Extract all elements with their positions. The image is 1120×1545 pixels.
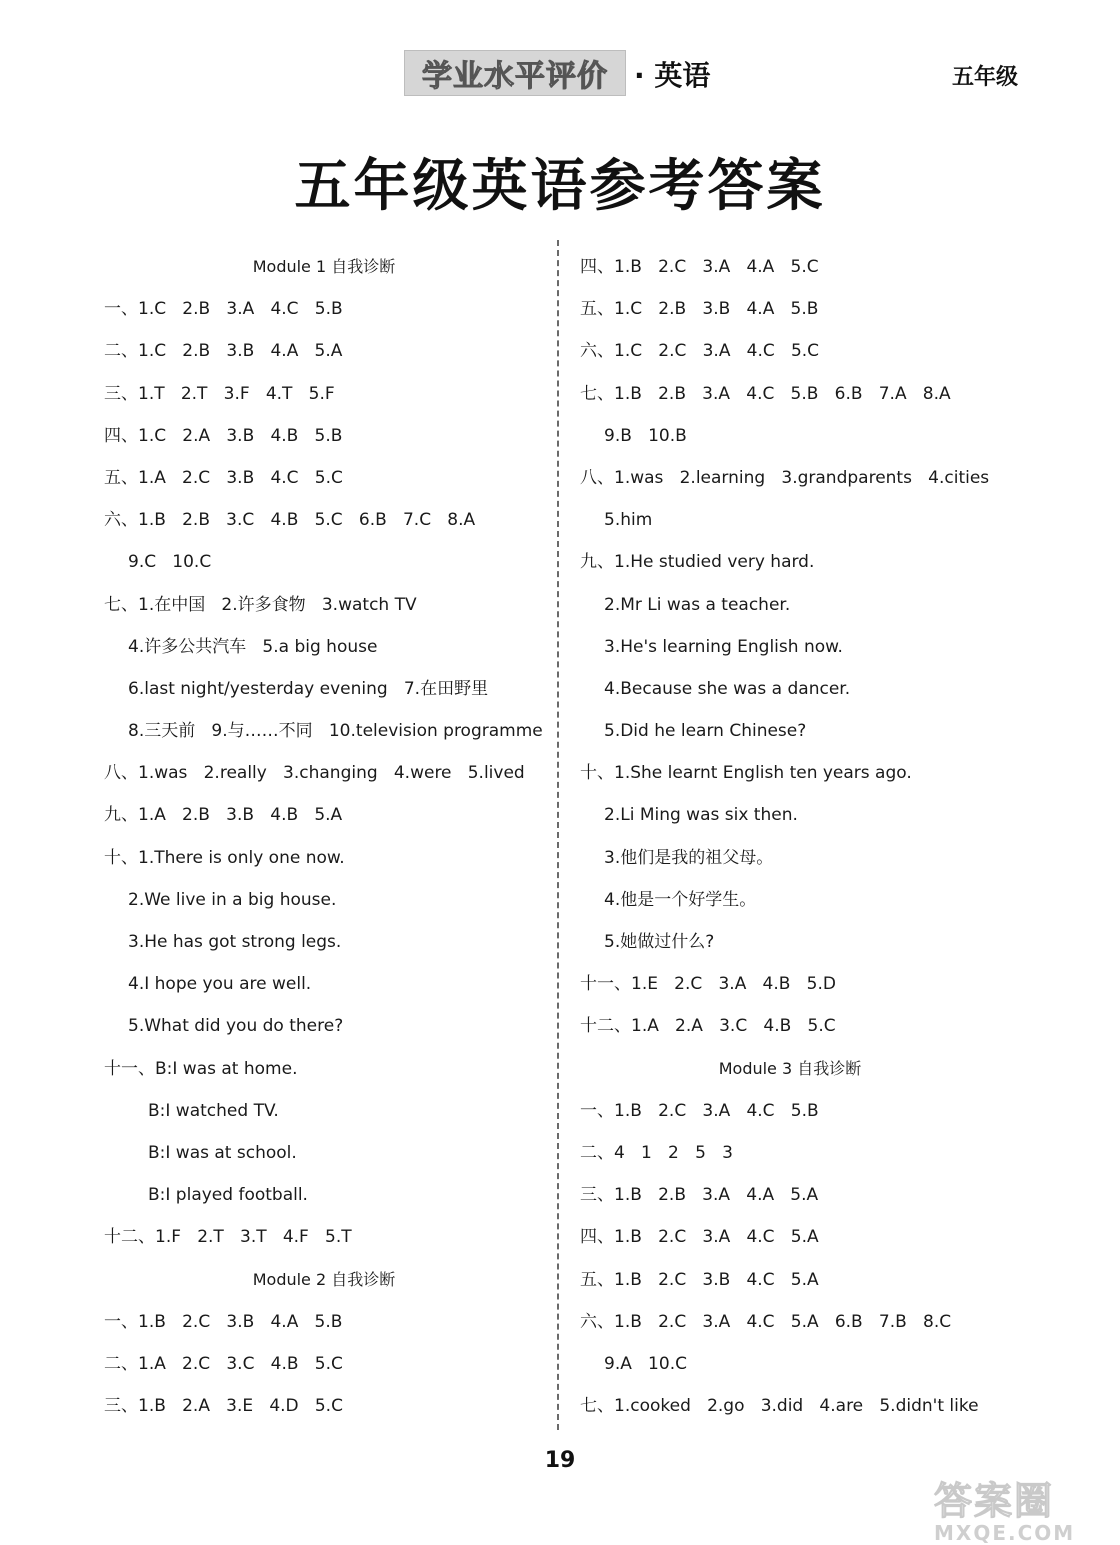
answer-line: 五、1.B 2.C 3.B 4.C 5.A (580, 1269, 819, 1290)
answer-line: 2.Mr Li was a teacher. (604, 594, 791, 615)
answer-line: 8.三天前 9.与……不同 10.television programme (128, 721, 543, 742)
answer-line: 三、1.T 2.T 3.F 4.T 5.F (104, 383, 335, 404)
answer-column-right (580, 246, 1000, 1427)
page-number: 19 (544, 1448, 576, 1473)
answer-line: 十一、B:I was at home. (104, 1058, 298, 1079)
answer-line: 2.We live in a big house. (128, 889, 337, 910)
watermark-bottom: MXQE.COM (934, 1521, 1076, 1545)
answer-line: 3.他们是我的祖父母。 (604, 847, 774, 868)
module-heading: Module 1 自我诊断 (252, 257, 396, 276)
answer-line: B:I was at school. (148, 1142, 297, 1163)
answer-line: 五、1.C 2.B 3.B 4.A 5.B (580, 299, 819, 320)
answer-line: 6.last night/yesterday evening 7.在田野里 (128, 678, 489, 699)
answer-line: 一、1.B 2.C 3.A 4.C 5.B (580, 1100, 819, 1121)
column-divider (557, 240, 559, 1430)
answer-line: B:I watched TV. (148, 1100, 279, 1121)
answer-line: 4.他是一个好学生。 (604, 889, 757, 910)
answer-line: 十二、1.A 2.A 3.C 4.B 5.C (580, 1016, 836, 1037)
watermark-top: 答案圈 (934, 1479, 1055, 1523)
answer-line: 5.她做过什么? (604, 932, 715, 952)
answer-line: 八、1.was 2.really 3.changing 4.were 5.lived (104, 763, 525, 784)
answer-line: 二、4 1 2 5 3 (580, 1142, 733, 1163)
answer-line: 七、1.在中国 2.许多食物 3.watch TV (104, 594, 417, 615)
answer-line: 十、1.She learnt English ten years ago. (580, 763, 912, 784)
answer-line: 十二、1.F 2.T 3.T 4.F 5.T (104, 1227, 352, 1248)
answer-line: 九、1.He studied very hard. (580, 552, 815, 573)
header-subject: · 英语 (634, 59, 711, 92)
answer-line: 四、1.B 2.C 3.A 4.A 5.C (580, 257, 819, 277)
header-grade: 五年级 (952, 65, 1019, 90)
watermark-logo (934, 1470, 1114, 1545)
answer-line: 四、1.B 2.C 3.A 4.C 5.A (580, 1227, 819, 1248)
answer-line: 三、1.B 2.A 3.E 4.D 5.C (104, 1396, 343, 1417)
answer-line: 六、1.C 2.C 3.A 4.C 5.C (580, 341, 820, 362)
answer-line: 一、1.B 2.C 3.B 4.A 5.B (104, 1311, 343, 1332)
answer-line: 七、1.cooked 2.go 3.did 4.are 5.didn't like (580, 1396, 979, 1417)
answer-line: 七、1.B 2.B 3.A 4.C 5.B 6.B 7.A 8.A (580, 383, 951, 404)
answer-line: 五、1.A 2.C 3.B 4.C 5.C (104, 467, 343, 488)
answer-line: 六、1.B 2.C 3.A 4.C 5.A 6.B 7.B 8.C (580, 1311, 952, 1332)
answer-line: 4.I hope you are well. (128, 974, 312, 995)
answer-line: 9.C 10.C (128, 552, 212, 573)
module-heading: Module 2 自我诊断 (252, 1269, 396, 1289)
answer-line: 5.him (604, 510, 653, 531)
answer-line: 十一、1.E 2.C 3.A 4.B 5.D (580, 974, 836, 995)
answer-line: B:I played football. (148, 1185, 308, 1206)
answer-line: 一、1.C 2.B 3.A 4.C 5.B (104, 299, 343, 320)
answer-line: 二、1.C 2.B 3.B 4.A 5.A (104, 341, 343, 362)
answer-column-left (104, 246, 544, 1427)
answer-line: 六、1.B 2.B 3.C 4.B 5.C 6.B 7.C 8.A (104, 510, 476, 531)
answer-line: 四、1.C 2.A 3.B 4.B 5.B (104, 425, 343, 446)
module-heading: Module 3 自我诊断 (718, 1058, 862, 1078)
header-badge-text: 学业水平评价 (422, 59, 608, 94)
answer-line: 4.许多公共汽车 5.a big house (128, 636, 378, 657)
answer-line: 八、1.was 2.learning 3.grandparents 4.cities (580, 467, 990, 488)
answer-line: 二、1.A 2.C 3.C 4.B 5.C (104, 1353, 343, 1374)
header-badge (404, 50, 626, 96)
answer-line: 4.Because she was a dancer. (604, 678, 851, 699)
answer-line: 3.He has got strong legs. (128, 932, 342, 952)
answer-line: 2.Li Ming was six then. (604, 805, 798, 826)
answer-line: 5.What did you do there? (128, 1016, 344, 1037)
answer-line: 9.A 10.C (604, 1353, 687, 1374)
answer-line: 三、1.B 2.B 3.A 4.A 5.A (580, 1185, 819, 1206)
answer-line: 9.B 10.B (604, 425, 687, 446)
answer-line: 5.Did he learn Chinese? (604, 721, 807, 742)
answer-line: 3.He's learning English now. (604, 636, 843, 657)
answer-line: 十、1.There is only one now. (104, 847, 345, 868)
answer-line: 九、1.A 2.B 3.B 4.B 5.A (104, 805, 343, 826)
page-title: 五年级英语参考答案 (294, 154, 826, 219)
